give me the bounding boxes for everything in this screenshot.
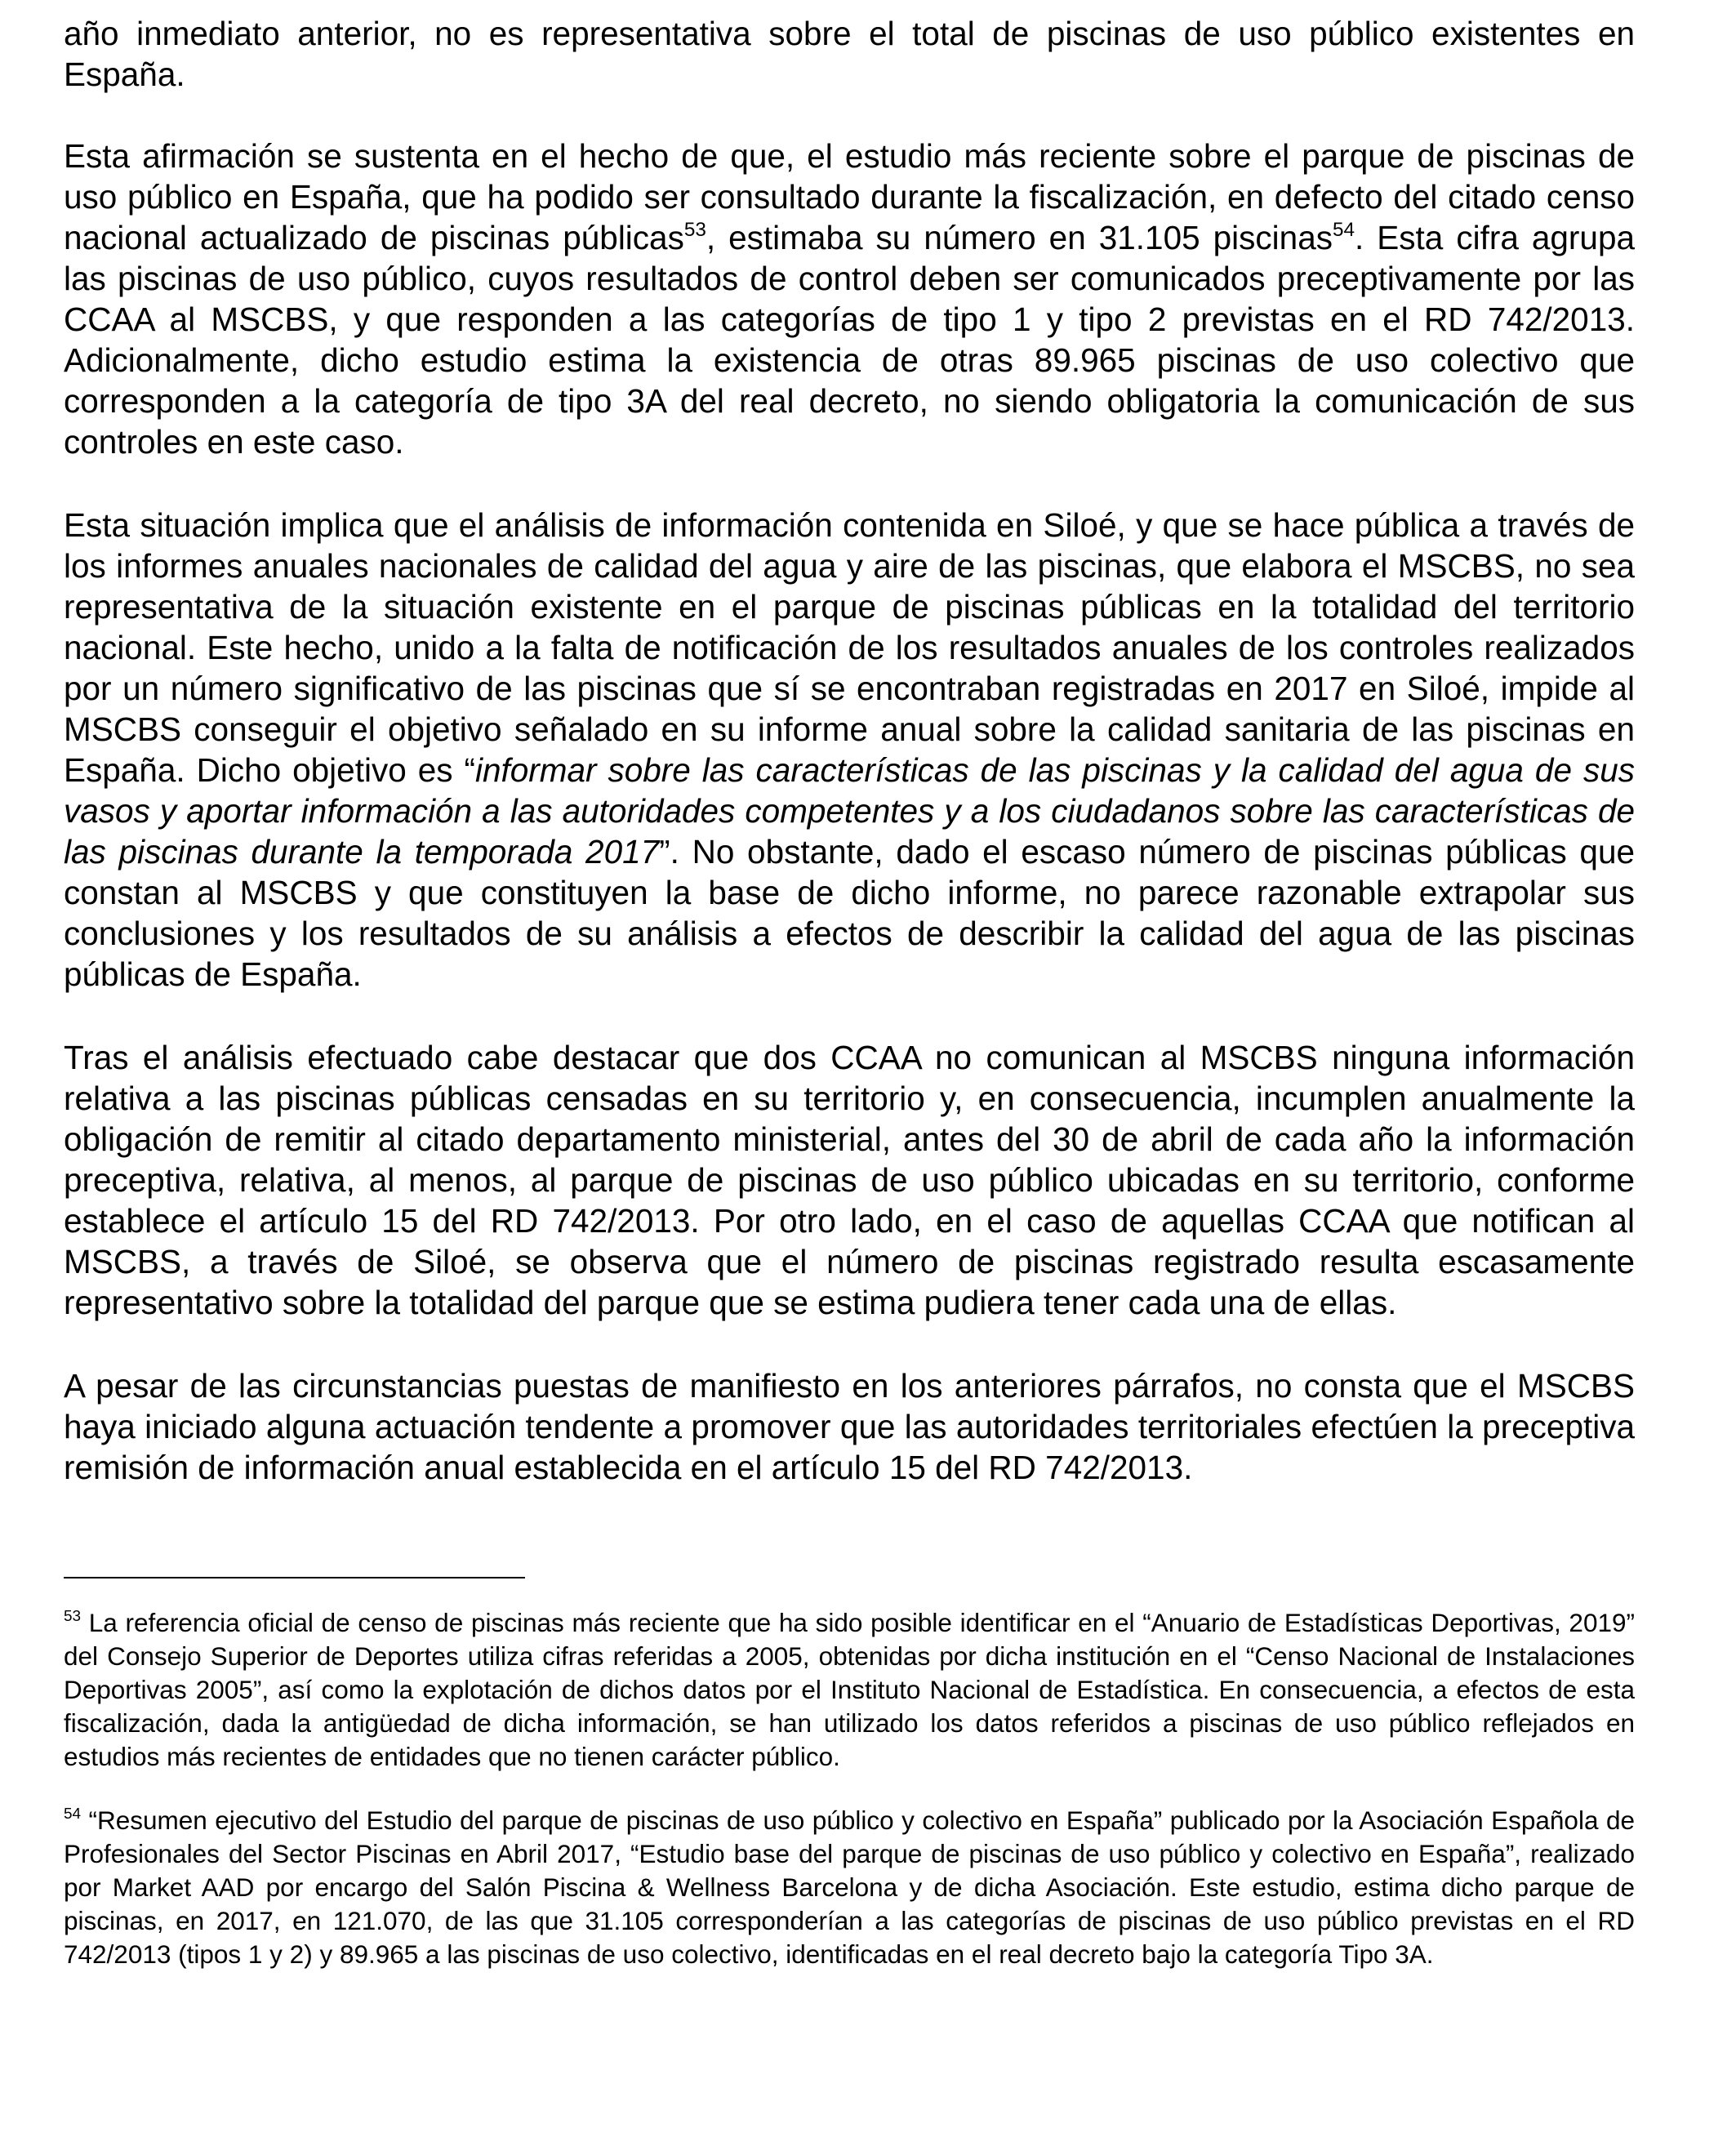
footnote-separator [64, 1577, 525, 1578]
footnote-54 [64, 1804, 1635, 1971]
paragraph-text: Tras el análisis efectuado cabe destacar que dos CCAA no comunican al MSCBS ninguna información relativa a las piscinas públicas censadas en su territorio y, en consecuencia, incumplen anualmente la obligación de remitir al citado departamento ministerial, antes del 30 de abril de cada año la información preceptiva, relativa, al menos, al parque de piscinas de uso público ubicadas en su territorio, conforme establece el artículo 15 del RD 742/2013. Por otro lado, en el caso de aquellas CCAA que notifican al MSCBS, a través de Siloé, se observa que el número de piscinas registrado resulta escasamente representativo sobre la totalidad del parque que se estima pudiera tener cada una de ellas. [64, 1039, 1635, 1321]
paragraph-text: , estimaba su número en 31.105 piscinas [706, 219, 1333, 256]
document-page [64, 0, 1635, 1971]
footnote-53 [64, 1606, 1635, 1774]
paragraph-continuation [64, 13, 1635, 95]
paragraph-text: Esta afirmación se sustenta en el hecho de que, el estudio más reciente sobre el parque de piscinas de uso público en España, que ha podido ser consultado durante la fiscalización, en defecto del citado censo nacional actualizado de piscinas públicas [64, 137, 1635, 256]
footnote-ref-54[interactable]: 54 [1332, 219, 1355, 242]
paragraph-ccaa-obligation [64, 1037, 1635, 1323]
paragraph-text: año inmediato anterior, no es representativa sobre el total de piscinas de uso público existentes en España. [64, 15, 1635, 93]
paragraph-text: Esta situación implica que el análisis de información contenida en Siloé, y que se hace pública a través de los informes anuales nacionales de calidad del agua y aire de las piscinas, que elabora el MSCBS, no sea representativa de la situación existente en el parque de piscinas públicas en la totalidad del territorio nacional. Este hecho, unido a la falta de notificación de los resultados anuales de los controles realizados por un número significativo de las piscinas que sí se encontraban registradas en 2017 en Siloé, impide al MSCBS conseguir el objetivo señalado en su informe anual sobre la calidad sanitaria de las piscinas en España. Dicho objetivo es “ [64, 506, 1635, 789]
quoted-objective: informar sobre las características de las piscinas y la calidad del agua de sus vasos y aportar información a las autoridades competentes y a los ciudadanos sobre las características de las piscinas durante la temporada 2017 [64, 751, 1635, 870]
footnote-number: 54 [64, 1805, 82, 1823]
footnote-text: La referencia oficial de censo de piscinas más reciente que ha sido posible identificar en el “Anuario de Estadísticas Deportivas, 2019” del Consejo Superior de Deportes utiliza cifras referidas a 2005, obtenidas por dicha institución en el “Censo Nacional de Instalaciones Deportivas 2005”, así como la explotación de dichos datos por el Instituto Nacional de Estadística. En consecuencia, a efectos de esta fiscalización, dada la antigüedad de dicha información, se han utilizado los datos referidos a piscinas de uso público reflejados en estudios más recientes de entidades que no tienen carácter público. [64, 1608, 1635, 1771]
paragraph-pool-estimate [64, 136, 1635, 462]
paragraph-representativeness [64, 505, 1635, 995]
paragraph-mscbs-action [64, 1365, 1635, 1488]
footnote-number: 53 [64, 1607, 82, 1625]
paragraph-text: . Esta cifra agrupa las piscinas de uso público, cuyos resultados de control deben ser comunicados preceptivamente por las CCAA al MSCBS, y que responden a las categorías de tipo 1 y tipo 2 previstas en el RD 742/2013. Adicionalmente, dicho estudio estima la existencia de otras 89.965 piscinas de uso colectivo que corresponden a la categoría de tipo 3A del real decreto, no siendo obligatoria la comunicación de sus controles en este caso. [64, 219, 1635, 461]
paragraph-text: ”. No obstante, dado el escaso número de piscinas públicas que constan al MSCBS y que constituyen la base de dicho informe, no parece razonable extrapolar sus conclusiones y los resultados de su análisis a efectos de describir la calidad del agua de las piscinas públicas de España. [64, 833, 1636, 993]
paragraph-text: A pesar de las circunstancias puestas de manifiesto en los anteriores párrafos, no consta que el MSCBS haya iniciado alguna actuación tendente a promover que las autoridades territoriales efectúen la preceptiva remisión de información anual establecida en el artículo 15 del RD 742/2013. [64, 1367, 1635, 1486]
footnote-ref-53[interactable]: 53 [683, 219, 706, 242]
footnote-text: “Resumen ejecutivo del Estudio del parque de piscinas de uso público y colectivo en España” publicado por la Asociación Española de Profesionales del Sector Piscinas en Abril 2017, “Estudio base del parque de piscinas de uso público y colectivo en España”, realizado por Market AAD por encargo del Salón Piscina & Wellness Barcelona y de dicha Asociación. Este estudio, estima dicho parque de piscinas, en 2017, en 121.070, de las que 31.105 corresponderían a las categorías de piscinas de uso público previstas en el RD 742/2013 (tipos 1 y 2) y 89.965 a las piscinas de uso colectivo, identificadas en el real decreto bajo la categoría Tipo 3A. [64, 1805, 1635, 1969]
